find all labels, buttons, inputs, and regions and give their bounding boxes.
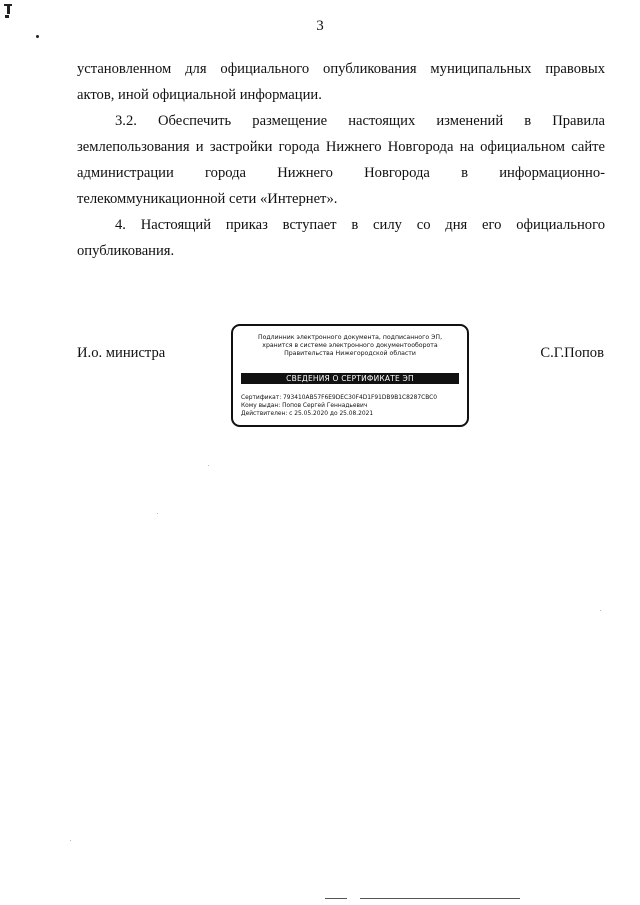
scan-speck [70, 840, 71, 841]
text-line: актов, иной официальной информации. [77, 87, 322, 103]
scan-mark [36, 35, 39, 38]
page-number: 3 [316, 18, 324, 34]
text-line: землепользования и застройки города Нижнего Новгорода на официальном сайте [77, 139, 605, 155]
electronic-signature-stamp [231, 324, 469, 427]
stamp-header-line: Правительства Нижегородской области [284, 350, 416, 357]
paragraph-3-2 [77, 108, 605, 212]
signer-name: С.Г.Попов [540, 345, 604, 361]
stamp-certificate-id: Сертификат: 793410AB57F6E9DEC30F4D1F91DB9B1C8287CBC0 [241, 395, 438, 401]
stamp-header-line: хранится в системе электронного документооборота [262, 342, 438, 349]
signer-title: И.о. министра [77, 345, 166, 361]
scan-speck [157, 513, 158, 514]
paragraph-publication [77, 56, 605, 108]
text-line: опубликования. [77, 243, 175, 259]
scan-speck [600, 610, 601, 611]
stamp-issued-to: Кому выдан: Попов Сергей Геннадьевич [241, 403, 368, 409]
scan-edge-line [325, 898, 347, 899]
stamp-certificate-bar: СВЕДЕНИЯ О СЕРТИФИКАТЕ ЭП [241, 373, 459, 384]
text-line: 3.2. Обеспечить размещение настоящих изменений в Правила [115, 113, 605, 129]
paragraph-4 [77, 212, 605, 264]
scan-edge-line [360, 898, 520, 899]
stamp-header-line: Подлинник электронного документа, подписанного ЭП, [257, 334, 443, 341]
stamp-header [233, 334, 467, 358]
text-line: телекоммуникационной сети «Интернет». [77, 191, 338, 207]
text-line: администрации города Нижнего Новгорода в информационно- [77, 165, 605, 181]
stamp-certificate-info [241, 394, 461, 418]
text-line: 4. Настоящий приказ вступает в силу со дня его официального [115, 217, 605, 233]
scan-mark [4, 4, 12, 6]
scan-speck [208, 465, 209, 466]
text-line: установленном для официального опубликования муниципальных правовых [77, 61, 605, 77]
stamp-validity: Действителен: с 25.05.2020 до 25.08.2021 [241, 411, 374, 417]
